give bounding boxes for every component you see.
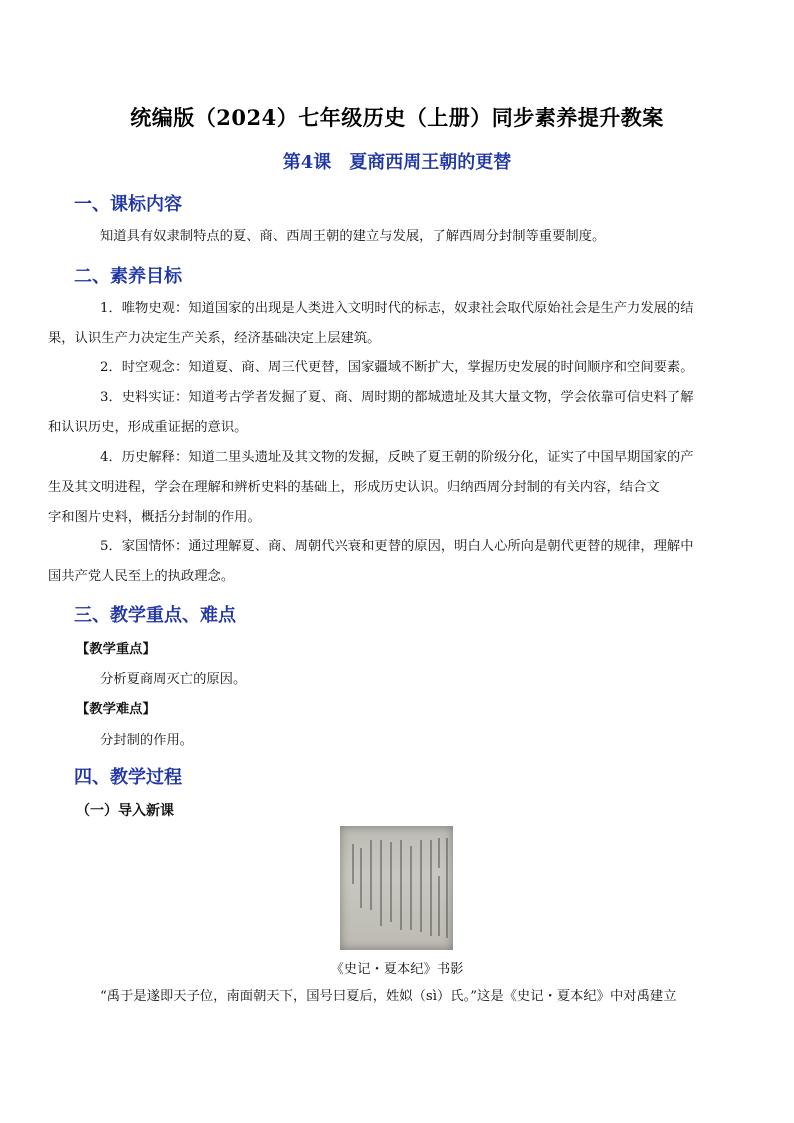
difficult-point-text: 分封制的作用。 bbox=[100, 733, 194, 748]
paragraph-line: 和认识历史，形成重证据的意识。 bbox=[48, 420, 248, 435]
difficult-point-label: 【教学难点】 bbox=[76, 702, 156, 717]
objective-item-2 bbox=[74, 353, 722, 383]
paragraph-line: 4．历史解释：知道二里头遗址及其文物的发掘，反映了夏王朝的阶级分化，证实了中国早期国家的产 bbox=[100, 450, 694, 465]
paragraph-line: 3．史料实证：知道考古学者发掘了夏、商、周时期的都城遗址及其大量文物，学会依靠可信史料了解 bbox=[100, 390, 694, 405]
intro-quote: “禹于是遂即天子位，南面朝天下，国号曰夏后，姓姒（sì）氏。”这是《史记・夏本纪》中对禹建立 bbox=[100, 989, 677, 1004]
shiji-book-photo bbox=[340, 826, 453, 950]
paragraph-line: 2．时空观念：知道夏、商、周三代更替，国家疆域不断扩大，掌握历史发展的时间顺序和空间要素。 bbox=[100, 360, 694, 375]
paragraph-line: 知道具有奴隶制特点的夏、商、西周王朝的建立与发展，了解西周分封制等重要制度。 bbox=[100, 229, 606, 244]
paragraph-line: 1．唯物史观：知道国家的出现是人类进入文明时代的标志，奴隶社会取代原始社会是生产力发展的结 bbox=[100, 301, 694, 316]
intro-subheading: （一）导入新课 bbox=[76, 803, 174, 819]
section-heading-key-points: 三、教学重点、难点 bbox=[74, 605, 236, 626]
paragraph-line: 果，认识生产力决定生产关系，经济基础决定上层建筑。 bbox=[48, 331, 381, 346]
document-title: 统编版（2024）七年级历史（上册）同步素养提升教案 bbox=[130, 105, 664, 130]
paragraph-line: 字和图片史料，概括分封制的作用。 bbox=[48, 510, 261, 525]
lesson-title: 第4课 夏商西周王朝的更替 bbox=[282, 152, 512, 173]
key-point-text: 分析夏商周灭亡的原因。 bbox=[100, 672, 247, 687]
curriculum-text bbox=[74, 222, 722, 252]
section-heading-objectives: 二、素养目标 bbox=[74, 266, 182, 287]
image-caption: 《史记・夏本纪》书影 bbox=[330, 962, 464, 977]
paragraph-line: 生及其文明进程，学会在理解和辨析史料的基础上，形成历史认识。归纳西周分封制的有关内容，结合文 bbox=[48, 480, 660, 495]
objective-item-1 bbox=[48, 294, 722, 354]
section-heading-teaching-process: 四、教学过程 bbox=[74, 767, 182, 788]
paragraph-line: 5．家国情怀：通过理解夏、商、周朝代兴衰和更替的原因，明白人心所向是朝代更替的规律，理解中 bbox=[100, 539, 694, 554]
objective-item-3 bbox=[48, 383, 722, 443]
objective-item-4 bbox=[48, 443, 722, 533]
section-heading-curriculum: 一、课标内容 bbox=[74, 194, 182, 215]
objective-item-5 bbox=[48, 532, 722, 592]
key-point-label: 【教学重点】 bbox=[76, 642, 156, 657]
paragraph-line: 国共产党人民至上的执政理念。 bbox=[48, 569, 235, 584]
